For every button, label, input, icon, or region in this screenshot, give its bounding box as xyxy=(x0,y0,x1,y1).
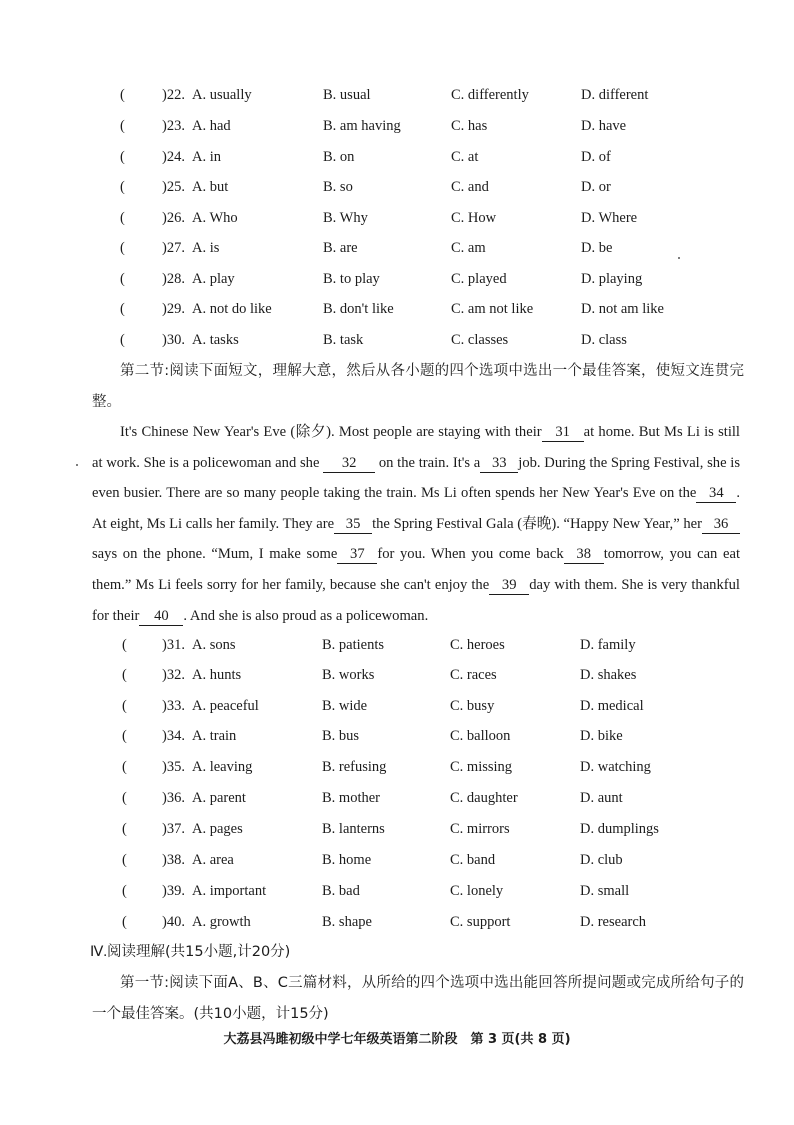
question-number: )35. xyxy=(162,759,185,775)
option-d: D. or xyxy=(581,179,611,195)
option-b: B. to play xyxy=(323,271,380,287)
option-b: B. lanterns xyxy=(322,821,385,837)
option-b: B. patients xyxy=(322,637,385,653)
option-d: D. research xyxy=(580,914,647,930)
question-number: )28. xyxy=(162,271,185,287)
answer-paren: ( xyxy=(120,332,125,348)
answer-paren: ( xyxy=(122,667,127,683)
answer-paren: ( xyxy=(122,883,127,899)
option-c: C. classes xyxy=(451,332,509,348)
option-b: B. mother xyxy=(322,790,380,806)
option-b: B. home xyxy=(322,852,372,868)
option-a: A. tasks xyxy=(192,332,239,348)
answer-paren: ( xyxy=(122,852,127,868)
option-c: C. played xyxy=(451,271,507,287)
blank-36: 36 xyxy=(702,515,740,534)
answer-paren: ( xyxy=(122,698,127,714)
blank-37: 37 xyxy=(337,545,377,564)
option-a: A. growth xyxy=(192,914,251,930)
option-c: C. lonely xyxy=(450,883,504,899)
option-a: A. peaceful xyxy=(192,698,259,714)
question-number: )38. xyxy=(162,852,185,868)
question-row xyxy=(0,234,794,262)
passage-text: day with them. She is very thankful for their xyxy=(92,576,740,624)
option-c: C. and xyxy=(451,179,489,195)
answer-paren: ( xyxy=(122,790,127,806)
option-c: C. heroes xyxy=(450,637,505,653)
passage-text: the Spring Festival Gala (春晚). “Happy New Year,” her xyxy=(372,515,702,532)
question-row xyxy=(0,815,794,843)
question-number: )29. xyxy=(162,301,185,317)
question-row xyxy=(0,173,794,201)
option-b: B. on xyxy=(323,149,355,165)
option-c: C. at xyxy=(451,149,479,165)
answer-paren: ( xyxy=(120,210,125,226)
option-d: D. be xyxy=(581,240,613,256)
option-a: A. usually xyxy=(192,87,252,103)
option-a: A. play xyxy=(192,271,235,287)
question-number: )36. xyxy=(162,790,185,806)
passage-text: says on the phone. “Mum, I make some xyxy=(92,546,338,563)
question-row xyxy=(0,631,794,659)
option-b: B. shape xyxy=(322,914,372,930)
option-a: A. sons xyxy=(192,637,236,653)
question-number: )27. xyxy=(162,240,185,256)
option-a: A. area xyxy=(192,852,234,868)
option-c: C. mirrors xyxy=(450,821,510,837)
question-row xyxy=(0,326,794,354)
option-c: C. am xyxy=(451,240,486,256)
option-b: B. wide xyxy=(322,698,368,714)
option-d: D. different xyxy=(581,87,649,103)
option-c: C. daughter xyxy=(450,790,518,806)
question-row xyxy=(0,722,794,750)
option-c: C. has xyxy=(451,118,488,134)
question-number: )32. xyxy=(162,667,185,683)
option-b: B. bus xyxy=(322,728,360,744)
question-number: )25. xyxy=(162,179,185,195)
question-number: )22. xyxy=(162,87,185,103)
option-d: D. dumplings xyxy=(580,821,659,837)
passage-text: It's Chinese New Year's Eve (除夕). Most people are staying with their xyxy=(120,424,542,440)
question-number: )33. xyxy=(162,698,185,714)
option-d: D. playing xyxy=(581,271,643,287)
option-d: D. family xyxy=(580,637,636,653)
question-number: )31. xyxy=(162,637,185,653)
option-a: A. pages xyxy=(192,821,243,837)
option-d: D. club xyxy=(580,852,623,868)
question-number: )39. xyxy=(162,883,185,899)
option-b: B. don't like xyxy=(323,301,394,317)
question-number: )40. xyxy=(162,914,185,930)
question-row xyxy=(0,295,794,323)
option-a: A. leaving xyxy=(192,759,253,775)
scan-speck xyxy=(76,464,78,466)
passage-text: . At eight, Ms Li calls her family. They are xyxy=(92,485,740,532)
option-d: D. medical xyxy=(580,698,644,714)
option-a: A. hunts xyxy=(192,667,242,683)
question-row xyxy=(0,81,794,109)
option-b: B. am having xyxy=(323,118,401,134)
option-b: B. refusing xyxy=(322,759,387,775)
question-number: )24. xyxy=(162,149,185,165)
scan-speck xyxy=(678,257,680,259)
answer-paren: ( xyxy=(120,179,125,195)
question-number: )26. xyxy=(162,210,185,226)
option-a: A. had xyxy=(192,118,231,134)
answer-paren: ( xyxy=(122,759,127,775)
option-b: B. usual xyxy=(323,87,371,103)
answer-paren: ( xyxy=(122,914,127,930)
option-a: A. important xyxy=(192,883,267,899)
option-c: C. How xyxy=(451,210,497,226)
blank-34: 34 xyxy=(696,484,736,503)
option-d: D. Where xyxy=(581,210,638,226)
section-2-instruction: 第二节:阅读下面短文，理解大意，然后从各小题的四个选项中选出一个最佳答案，使短文连贯完整。 xyxy=(92,363,744,410)
option-c: C. missing xyxy=(450,759,513,775)
option-a: A. is xyxy=(192,240,220,256)
blank-31: 31 xyxy=(542,423,584,442)
answer-paren: ( xyxy=(122,821,127,837)
option-d: D. class xyxy=(581,332,627,348)
question-row xyxy=(0,784,794,812)
answer-paren: ( xyxy=(122,728,127,744)
option-d: D. small xyxy=(580,883,630,899)
option-b: B. task xyxy=(323,332,364,348)
question-number: )34. xyxy=(162,728,185,744)
question-row xyxy=(0,112,794,140)
part-4-section-1-instruction: 第一节:阅读下面A、B、C三篇材料，从所给的四个选项中选出能回答所提问题或完成所给句子的一个最佳答案。(共10小题，计15分) xyxy=(92,975,744,1022)
answer-paren: ( xyxy=(120,118,125,134)
question-number: )23. xyxy=(162,118,185,134)
cloze-passage xyxy=(92,417,740,631)
question-row xyxy=(0,661,794,689)
passage-text: job. During the Spring Festival, she is even busier. There are so many people taking the train. Ms Li often spends her New Year's Eve on the xyxy=(92,454,740,502)
option-d: D. watching xyxy=(580,759,651,775)
question-row xyxy=(0,692,794,720)
passage-text: at home. But Ms Li is still at work. She is a policewoman and she xyxy=(92,424,740,471)
answer-paren: ( xyxy=(122,637,127,653)
answer-paren: ( xyxy=(120,271,125,287)
option-d: D. not am like xyxy=(581,301,664,317)
option-a: A. not do like xyxy=(192,301,272,317)
option-a: A. in xyxy=(192,149,221,165)
option-a: A. Who xyxy=(192,210,238,226)
passage-text: for you. When you come back xyxy=(377,546,564,563)
question-row xyxy=(0,877,794,905)
blank-40: 40 xyxy=(139,607,183,626)
option-d: D. have xyxy=(581,118,627,134)
option-a: A. but xyxy=(192,179,229,195)
option-b: B. are xyxy=(323,240,358,256)
blank-38: 38 xyxy=(564,545,604,564)
option-c: C. am not like xyxy=(451,301,534,317)
option-c: C. differently xyxy=(451,87,529,103)
answer-paren: ( xyxy=(120,301,125,317)
answer-paren: ( xyxy=(120,149,125,165)
option-c: C. support xyxy=(450,914,511,930)
part-title: 阅读理解(共15小题,计20分) xyxy=(107,944,291,960)
question-row xyxy=(0,265,794,293)
question-row xyxy=(0,143,794,171)
passage-text: tomorrow, you can eat them.” Ms Li feels sorry for her family, because she can't enjoy the xyxy=(92,546,740,593)
option-d: D. aunt xyxy=(580,790,623,806)
option-c: C. busy xyxy=(450,698,495,714)
option-c: C. races xyxy=(450,667,497,683)
passage-text: on the train. It's a xyxy=(378,454,481,471)
question-row xyxy=(0,846,794,874)
option-c: C. band xyxy=(450,852,496,868)
part-numeral: Ⅳ. xyxy=(90,944,108,960)
option-a: A. parent xyxy=(192,790,246,806)
page-footer: 大荔县冯雎初级中学七年级英语第二阶段 第 3 页(共 8 页) xyxy=(223,1032,571,1047)
part-4-heading xyxy=(90,938,750,966)
passage-text: . And she is also proud as a policewoman. xyxy=(183,607,429,624)
option-d: D. shakes xyxy=(580,667,637,683)
option-c: C. balloon xyxy=(450,728,511,744)
option-b: B. bad xyxy=(322,883,360,899)
question-number: )37. xyxy=(162,821,185,837)
option-b: B. works xyxy=(322,667,375,683)
question-row xyxy=(0,908,794,936)
option-b: B. so xyxy=(323,179,353,195)
option-d: D. of xyxy=(581,149,611,165)
question-row xyxy=(0,753,794,781)
blank-35: 35 xyxy=(334,515,372,534)
question-number: )30. xyxy=(162,332,185,348)
blank-33: 33 xyxy=(480,454,518,473)
option-a: A. train xyxy=(192,728,237,744)
option-d: D. bike xyxy=(580,728,623,744)
blank-39: 39 xyxy=(489,576,529,595)
answer-paren: ( xyxy=(120,240,125,256)
option-b: B. Why xyxy=(323,210,368,226)
blank-32: 32 xyxy=(323,454,375,473)
answer-paren: ( xyxy=(120,87,125,103)
question-row xyxy=(0,204,794,232)
